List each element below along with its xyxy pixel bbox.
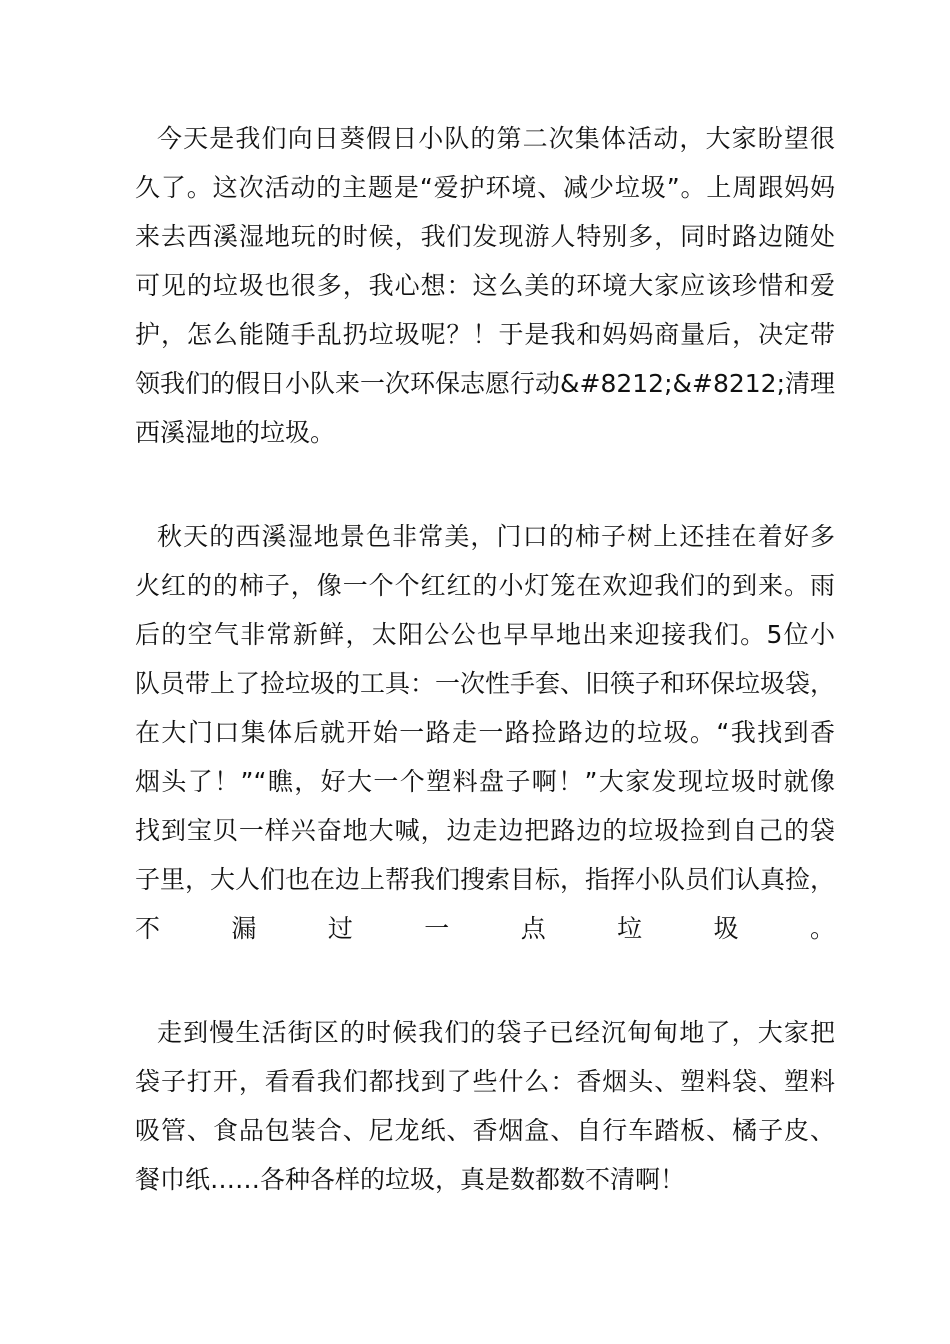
paragraph-3 bbox=[135, 1008, 835, 1204]
paragraph-line: 久了。这次活动的主题是“爱护环境、减少垃圾”。上周跟妈妈 bbox=[135, 173, 835, 202]
paragraph-line: 火红的的柿子，像一个个红红的小灯笼在欢迎我们的到来。雨 bbox=[135, 571, 835, 600]
paragraph-line: 来去西溪湿地玩的时候，我们发现游人特别多，同时路边随处 bbox=[135, 222, 835, 251]
paragraph-line: 在大门口集体后就开始一路走一路捡路边的垃圾。“我找到香 bbox=[135, 718, 835, 747]
paragraph-line: 队员带上了捡垃圾的工具：一次性手套、旧筷子和环保垃圾袋， bbox=[135, 669, 836, 698]
paragraph-line: 找到宝贝一样兴奋地大喊，边走边把路边的垃圾捡到自己的袋 bbox=[135, 816, 835, 845]
paragraph-line: 烟头了！”“瞧，好大一个塑料盘子啊！”大家发现垃圾时就像 bbox=[135, 767, 835, 796]
paragraph-line: 可见的垃圾也很多，我心想：这么美的环境大家应该珍惜和爱 bbox=[135, 271, 835, 300]
paragraph-line: 秋天的西溪湿地景色非常美，门口的柿子树上还挂在着好多 bbox=[157, 522, 835, 551]
paragraph-line: 袋子打开，看看我们都找到了些什么：香烟头、塑料袋、塑料 bbox=[135, 1067, 835, 1096]
paragraph-line: 今天是我们向日葵假日小队的第二次集体活动，大家盼望很 bbox=[157, 124, 835, 153]
paragraph-line: 领我们的假日小队来一次环保志愿行动&#8212;&#8212;清理 bbox=[135, 369, 835, 398]
paragraph-line: 西溪湿地的垃圾。 bbox=[135, 418, 336, 447]
paragraph-line: 吸管、食品包装合、尼龙纸、香烟盒、自行车踏板、橘子皮、 bbox=[135, 1116, 835, 1145]
paragraph-line: 护，怎么能随手乱扔垃圾呢？！于是我和妈妈商量后，决定带 bbox=[135, 320, 835, 349]
paragraph-2 bbox=[135, 512, 835, 1002]
paragraph-line: 不漏过一点垃圾。 bbox=[135, 914, 835, 943]
paragraph-line: 后的空气非常新鲜，太阳公公也早早地出来迎接我们。5位小 bbox=[135, 620, 835, 649]
paragraph-line bbox=[135, 953, 835, 1002]
paragraph-line: 走到慢生活街区的时候我们的袋子已经沉甸甸地了，大家把 bbox=[157, 1018, 835, 1047]
paragraph-line: 餐巾纸……各种各样的垃圾，真是数都数不清啊！ bbox=[135, 1165, 686, 1194]
paragraph-line: 子里，大人们也在边上帮我们搜索目标，指挥小队员们认真捡， bbox=[135, 865, 836, 894]
paragraph-1 bbox=[135, 114, 835, 457]
